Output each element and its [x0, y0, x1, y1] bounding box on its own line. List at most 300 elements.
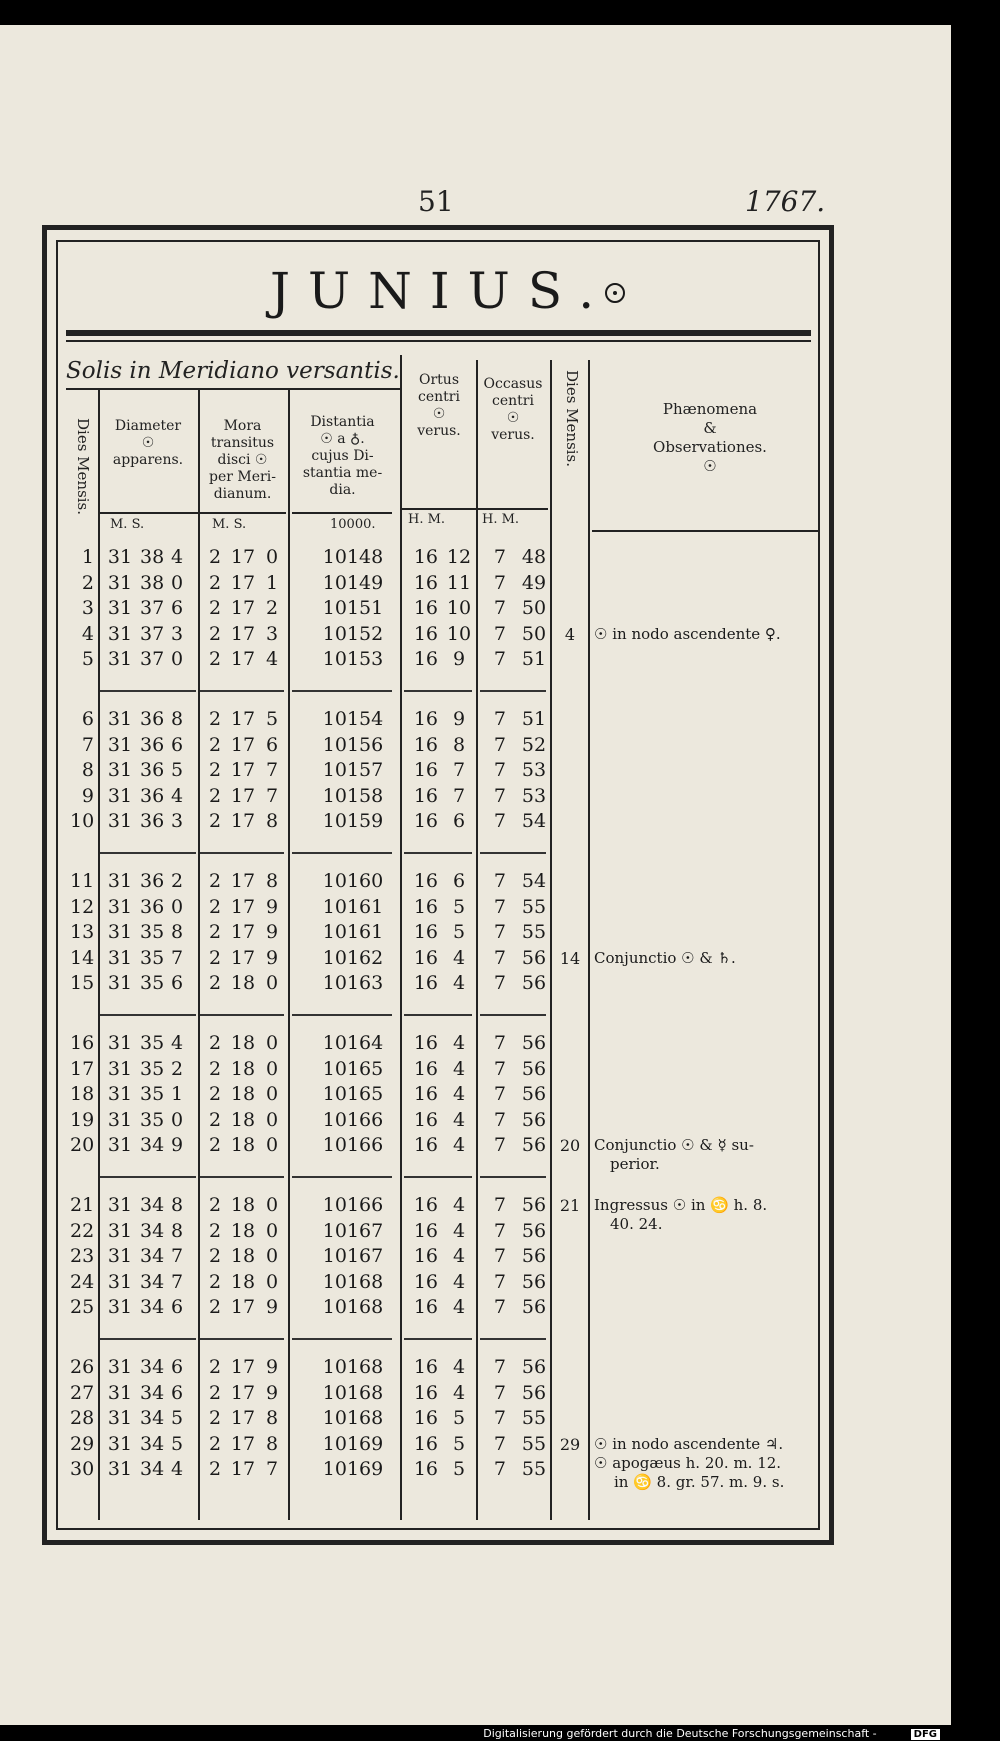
table-cell: 7: [170, 1270, 184, 1293]
table-cell: 16: [413, 1108, 438, 1131]
table-cell: 16: [413, 1381, 438, 1404]
table-cell: 34: [140, 1356, 165, 1378]
table-cell: 2: [208, 759, 222, 782]
table-cell: 2: [208, 921, 222, 944]
group-separator: [404, 1014, 472, 1016]
table-cell: 10168: [322, 1381, 384, 1404]
table-cell: 36: [140, 784, 165, 807]
table-cell: 2: [208, 1083, 222, 1106]
table-cell: 4: [452, 1356, 466, 1378]
table-cell: 7: [493, 1194, 506, 1216]
table-cell: 2: [208, 597, 222, 620]
table-cell: 18: [230, 1083, 256, 1106]
table-cell: 10161: [322, 895, 384, 918]
table-cell: 55: [521, 895, 547, 918]
table-cell: 17: [230, 546, 256, 568]
table-cell: 2: [208, 546, 222, 568]
table-cell: 54: [521, 810, 547, 833]
table-cell: 16: [413, 1407, 438, 1430]
table-cell: 31: [107, 759, 133, 782]
table-cell: 56: [521, 972, 547, 995]
group-separator: [292, 852, 392, 854]
table-cell: 9: [265, 1356, 279, 1378]
col-line-3: [288, 390, 290, 1520]
table-cell: 31: [107, 1083, 133, 1106]
col-line-1: [98, 390, 100, 1520]
table-cell: 2: [170, 870, 184, 892]
table-cell: 10157: [322, 759, 384, 782]
table-cell: 5: [452, 1458, 466, 1481]
table-cell: 0: [265, 1270, 279, 1293]
table-cell: 2: [208, 1194, 222, 1216]
table-cell: 4: [170, 784, 184, 807]
table-cell: 17: [230, 946, 256, 969]
table-cell: 26: [70, 1356, 95, 1378]
table-cell: 16: [413, 1356, 438, 1378]
table-cell: 31: [107, 921, 133, 944]
table-cell: 10168: [322, 1356, 384, 1378]
table-cell: 17: [230, 1432, 256, 1455]
table-cell: 17: [230, 1381, 256, 1404]
table-cell: 55: [521, 1432, 547, 1455]
table-cell: 6: [170, 972, 184, 995]
table-cell: 4: [452, 1270, 466, 1293]
col-line-2: [198, 390, 200, 1520]
table-cell: 56: [521, 1057, 547, 1080]
table-cell: 31: [107, 1432, 133, 1455]
table-cell: 9: [170, 1134, 184, 1157]
table-cell: 16: [413, 1458, 438, 1481]
table-cell: 34: [140, 1245, 165, 1268]
table-cell: 35: [140, 921, 165, 944]
table-cell: 56: [521, 1219, 547, 1242]
table-cell: 6: [265, 733, 279, 756]
phenomena-text: [594, 949, 818, 968]
table-cell: 15: [70, 972, 95, 995]
table-cell: 2: [208, 708, 222, 730]
table-cell: 7: [493, 1032, 506, 1054]
table-cell: 56: [521, 1083, 547, 1106]
table-cell: 7: [452, 784, 466, 807]
table-cell: 35: [140, 972, 165, 995]
table-cell: 5: [170, 1432, 184, 1455]
unit-rule-left: [100, 512, 286, 514]
table-cell: 16: [413, 810, 438, 833]
col-line-5: [476, 360, 478, 1520]
phenomena-day: 4: [564, 624, 576, 644]
table-cell: 31: [107, 946, 133, 969]
table-cell: 4: [265, 648, 279, 671]
table-cell: 7: [493, 1458, 506, 1481]
table-cell: 5: [452, 1432, 466, 1455]
table-cell: 2: [208, 1219, 222, 1242]
table-cell: 10158: [322, 784, 384, 807]
ortus-header: Ortus centri ☉ verus.: [417, 372, 461, 439]
table-cell: 9: [265, 895, 279, 918]
table-cell: 34: [140, 1458, 165, 1481]
table-cell: 10164: [322, 1032, 384, 1054]
table-cell: 2: [208, 1270, 222, 1293]
group-separator: [200, 1338, 284, 1340]
table-cell: 17: [230, 810, 256, 833]
table-cell: 31: [107, 1194, 133, 1216]
table-cell: 0: [265, 1108, 279, 1131]
table-cell: 2: [208, 972, 222, 995]
table-cell: 0: [265, 1245, 279, 1268]
table-cell: 52: [521, 733, 547, 756]
table-cell: 36: [140, 759, 165, 782]
phenomena-text: [594, 1196, 818, 1234]
table-cell: 34: [140, 1219, 165, 1242]
table-cell: 0: [265, 972, 279, 995]
table-cell: 37: [140, 648, 165, 671]
table-cell: 16: [413, 1432, 438, 1455]
table-cell: 56: [521, 1381, 547, 1404]
table-cell: 17: [230, 759, 256, 782]
table-cell: 3: [81, 597, 94, 620]
table-cell: 24: [70, 1270, 95, 1293]
table-cell: 3: [170, 810, 184, 833]
table-cell: 18: [230, 1108, 256, 1131]
dies-mensis-left: Dies Mensis.: [74, 418, 92, 516]
table-cell: 7: [493, 1108, 506, 1131]
table-cell: 37: [140, 597, 165, 620]
table-cell: 12: [446, 546, 472, 568]
table-cell: 53: [521, 784, 547, 807]
table-cell: 17: [230, 870, 256, 892]
table-cell: 7: [493, 1245, 506, 1268]
col-line-4: [400, 355, 402, 1520]
phenomena-day: 21: [559, 1196, 581, 1215]
table-cell: 16: [413, 622, 438, 645]
table-cell: 50: [521, 622, 547, 645]
table-cell: 2: [208, 648, 222, 671]
group-separator: [292, 1014, 392, 1016]
table-cell: 7: [452, 759, 466, 782]
table-cell: 31: [107, 1458, 133, 1481]
table-cell: 10166: [322, 1108, 384, 1131]
group-separator: [404, 1338, 472, 1340]
table-cell: 56: [521, 1356, 547, 1378]
table-cell: 56: [521, 1296, 547, 1319]
table-cell: 31: [107, 1270, 133, 1293]
table-cell: 16: [413, 1219, 438, 1242]
table-cell: 49: [521, 571, 547, 594]
table-cell: 4: [452, 1032, 466, 1054]
table-cell: 10149: [322, 571, 384, 594]
table-cell: 56: [521, 946, 547, 969]
group-separator: [404, 852, 472, 854]
unit-mora: M. S.: [212, 517, 247, 532]
group-separator: [480, 852, 546, 854]
unit-distantia: 10000.: [330, 517, 376, 532]
table-cell: 2: [265, 597, 279, 620]
table-cell: 18: [230, 1194, 256, 1216]
table-cell: 55: [521, 1458, 547, 1481]
sun-icon: [605, 283, 625, 303]
table-cell: 6: [452, 870, 466, 892]
table-cell: 56: [521, 1245, 547, 1268]
table-cell: 36: [140, 870, 165, 892]
table-cell: 31: [107, 1245, 133, 1268]
table-cell: 56: [521, 1194, 547, 1216]
table-cell: 2: [208, 810, 222, 833]
table-cell: 4: [452, 1083, 466, 1106]
table-cell: 2: [208, 1057, 222, 1080]
table-cell: 0: [170, 895, 184, 918]
unit-occasus: H. M.: [482, 512, 520, 527]
group-separator: [480, 690, 546, 692]
table-cell: 5: [170, 759, 184, 782]
table-cell: 18: [70, 1083, 95, 1106]
footer-credit: [0, 1727, 1000, 1741]
table-cell: 7: [493, 1270, 506, 1293]
table-cell: 56: [521, 1134, 547, 1157]
table-cell: 8: [170, 1194, 184, 1216]
phenomena-line: Ingressus ☉ in ♋ h. 8.: [594, 1196, 768, 1214]
phenomena-day: 14: [559, 948, 581, 968]
table-cell: 54: [521, 870, 547, 892]
group-separator: [292, 690, 392, 692]
table-cell: 51: [521, 648, 547, 671]
table-cell: 34: [140, 1381, 165, 1404]
table-cell: 10151: [322, 597, 384, 620]
group-separator: [480, 1176, 546, 1178]
title-rule-thin: [66, 340, 811, 342]
table-cell: 2: [208, 1458, 222, 1481]
table-cell: 31: [107, 870, 133, 892]
table-cell: 56: [521, 1270, 547, 1293]
group-separator: [100, 1014, 196, 1016]
distantia-header: Distantia ☉ a ♁. cujus Di- stantia me- dia.: [302, 414, 383, 498]
table-cell: 17: [230, 733, 256, 756]
table-cell: 8: [452, 733, 466, 756]
table-cell: 4: [452, 972, 466, 995]
table-cell: 7: [493, 597, 506, 620]
table-cell: 0: [265, 1134, 279, 1157]
table-cell: 16: [413, 870, 438, 892]
table-cell: 7: [493, 870, 506, 892]
table-cell: 36: [140, 733, 165, 756]
dfg-logo: DFG: [911, 1729, 940, 1740]
table-cell: 16: [413, 759, 438, 782]
table-cell: 7: [493, 1432, 506, 1455]
table-cell: 5: [170, 1407, 184, 1430]
table-cell: 23: [70, 1245, 95, 1268]
table-cell: 0: [170, 648, 184, 671]
table-cell: 7: [493, 759, 506, 782]
table-cell: 2: [208, 1245, 222, 1268]
phenomena-line: in ♋ 8. gr. 57. m. 9. s.: [614, 1472, 785, 1491]
table-cell: 7: [493, 784, 506, 807]
table-cell: 17: [70, 1057, 95, 1080]
table-cell: 31: [107, 648, 133, 671]
table-cell: 27: [70, 1381, 95, 1404]
table-cell: 7: [170, 946, 184, 969]
phenomena-text: [594, 1435, 818, 1492]
table-cell: 56: [521, 1032, 547, 1054]
group-separator: [292, 1176, 392, 1178]
table-cell: 7: [493, 1407, 506, 1430]
table-cell: 55: [521, 1407, 547, 1430]
table-cell: 16: [413, 1057, 438, 1080]
table-cell: 34: [140, 1134, 165, 1157]
phenomena-day: 29: [559, 1434, 581, 1454]
table-cell: 1: [81, 546, 94, 568]
table-cell: 16: [413, 946, 438, 969]
table-cell: 4: [170, 1458, 184, 1481]
table-cell: 22: [70, 1219, 95, 1242]
group-separator: [100, 1338, 196, 1340]
table-cell: 31: [107, 733, 133, 756]
phenomena-line: perior.: [610, 1155, 660, 1174]
table-cell: 10159: [322, 810, 384, 833]
table-cell: 38: [140, 546, 165, 568]
table-cell: 20: [70, 1134, 95, 1157]
table-cell: 2: [208, 1432, 222, 1455]
table-cell: 17: [230, 1407, 256, 1430]
table-cell: 2: [208, 895, 222, 918]
table-cell: 7: [493, 648, 506, 671]
table-cell: 31: [107, 1057, 133, 1080]
table-cell: 17: [230, 622, 256, 645]
table-cell: 53: [521, 759, 547, 782]
phenomena-text: [594, 1136, 818, 1174]
unit-diameter: M. S.: [110, 517, 145, 532]
unit-rule-dist: [292, 512, 392, 514]
table-cell: 38: [140, 571, 165, 594]
table-cell: 16: [413, 921, 438, 944]
group-separator: [200, 1176, 284, 1178]
table-cell: 51: [521, 708, 547, 730]
table-cell: 0: [265, 1219, 279, 1242]
table-cell: 2: [208, 1134, 222, 1157]
table-cell: 17: [230, 1356, 256, 1378]
page-number: 51: [418, 185, 454, 218]
table-cell: 31: [107, 597, 133, 620]
table-cell: 4: [452, 1134, 466, 1157]
group-separator: [480, 1338, 546, 1340]
group-separator: [100, 852, 196, 854]
table-cell: 31: [107, 1381, 133, 1404]
table-cell: 2: [208, 1381, 222, 1404]
table-cell: 7: [81, 733, 94, 756]
group-separator: [480, 1014, 546, 1016]
table-cell: 16: [413, 1032, 438, 1054]
table-cell: 4: [452, 1194, 466, 1216]
table-cell: 10161: [322, 921, 384, 944]
table-cell: 4: [170, 1032, 184, 1054]
table-cell: 10168: [322, 1407, 384, 1430]
footer-text: Digitalisierung gefördert durch die Deutsche Forschungsgemeinschaft -: [483, 1727, 877, 1740]
table-cell: 17: [230, 597, 256, 620]
table-cell: 8: [81, 759, 94, 782]
table-cell: 35: [140, 1083, 165, 1106]
table-cell: 18: [230, 1270, 256, 1293]
phenomena-line: ☉ in nodo ascendente ♃.: [594, 1434, 784, 1453]
table-cell: 9: [265, 1296, 279, 1319]
table-cell: 2: [208, 1356, 222, 1378]
table-cell: 8: [265, 1432, 279, 1455]
table-cell: 18: [230, 1219, 256, 1242]
page-year: 1767.: [745, 185, 826, 218]
table-cell: 10: [446, 622, 472, 645]
table-cell: 31: [107, 1407, 133, 1430]
table-cell: 31: [107, 546, 133, 568]
table-cell: 4: [452, 1108, 466, 1131]
table-cell: 6: [170, 597, 184, 620]
table-cell: 18: [230, 1032, 256, 1054]
table-cell: 5: [452, 1407, 466, 1430]
table-cell: 9: [452, 648, 466, 671]
table-cell: 12: [70, 895, 95, 918]
table-cell: 0: [265, 1032, 279, 1054]
table-cell: 10152: [322, 622, 384, 645]
table-cell: 4: [452, 946, 466, 969]
table-cell: 36: [140, 810, 165, 833]
table-cell: 7: [493, 546, 506, 568]
table-cell: 2: [208, 733, 222, 756]
table-cell: 2: [208, 946, 222, 969]
table-cell: 50: [521, 597, 547, 620]
table-cell: 17: [230, 895, 256, 918]
table-cell: 16: [413, 1245, 438, 1268]
table-cell: 7: [265, 759, 279, 782]
table-cell: 31: [107, 895, 133, 918]
table-cell: 17: [230, 571, 256, 594]
table-cell: 2: [208, 784, 222, 807]
table-cell: 31: [107, 1296, 133, 1319]
table-cell: 8: [265, 870, 279, 892]
table-cell: 16: [413, 571, 438, 594]
table-cell: 18: [230, 1245, 256, 1268]
table-cell: 2: [208, 870, 222, 892]
table-cell: 8: [265, 1407, 279, 1430]
phenomena-line: ☉ in nodo ascendente ♀.: [594, 624, 781, 643]
table-cell: 17: [230, 1458, 256, 1481]
table-cell: 5: [265, 708, 279, 730]
table-cell: 35: [140, 1057, 165, 1080]
table-cell: 30: [70, 1458, 95, 1481]
phenomena-line: 40. 24.: [610, 1215, 663, 1233]
table-cell: 4: [452, 1381, 466, 1404]
table-cell: 4: [452, 1296, 466, 1319]
table-cell: 31: [107, 708, 133, 730]
table-cell: 31: [107, 1134, 133, 1157]
table-cell: 10148: [322, 546, 384, 568]
month-title: JUNIUS.: [270, 262, 613, 320]
table-cell: 0: [265, 1194, 279, 1216]
table-cell: 9: [452, 708, 466, 730]
phenomena-line: ☉ apogæus h. 20. m. 12.: [594, 1453, 782, 1472]
table-cell: 21: [70, 1194, 95, 1216]
table-cell: 16: [413, 708, 438, 730]
group-separator: [200, 1014, 284, 1016]
table-cell: 11: [446, 571, 472, 594]
table-cell: 34: [140, 1270, 165, 1293]
table-cell: 5: [81, 648, 94, 671]
table-cell: 31: [107, 1219, 133, 1242]
table-cell: 17: [230, 708, 256, 730]
table-cell: 7: [493, 571, 506, 594]
group-separator: [404, 690, 472, 692]
dies-mensis-right: Dies Mensis.: [563, 370, 581, 468]
table-cell: 10160: [322, 870, 384, 892]
table-cell: 10167: [322, 1219, 384, 1242]
table-cell: 10165: [322, 1083, 384, 1106]
table-cell: 0: [265, 546, 279, 568]
table-cell: 10168: [322, 1270, 384, 1293]
